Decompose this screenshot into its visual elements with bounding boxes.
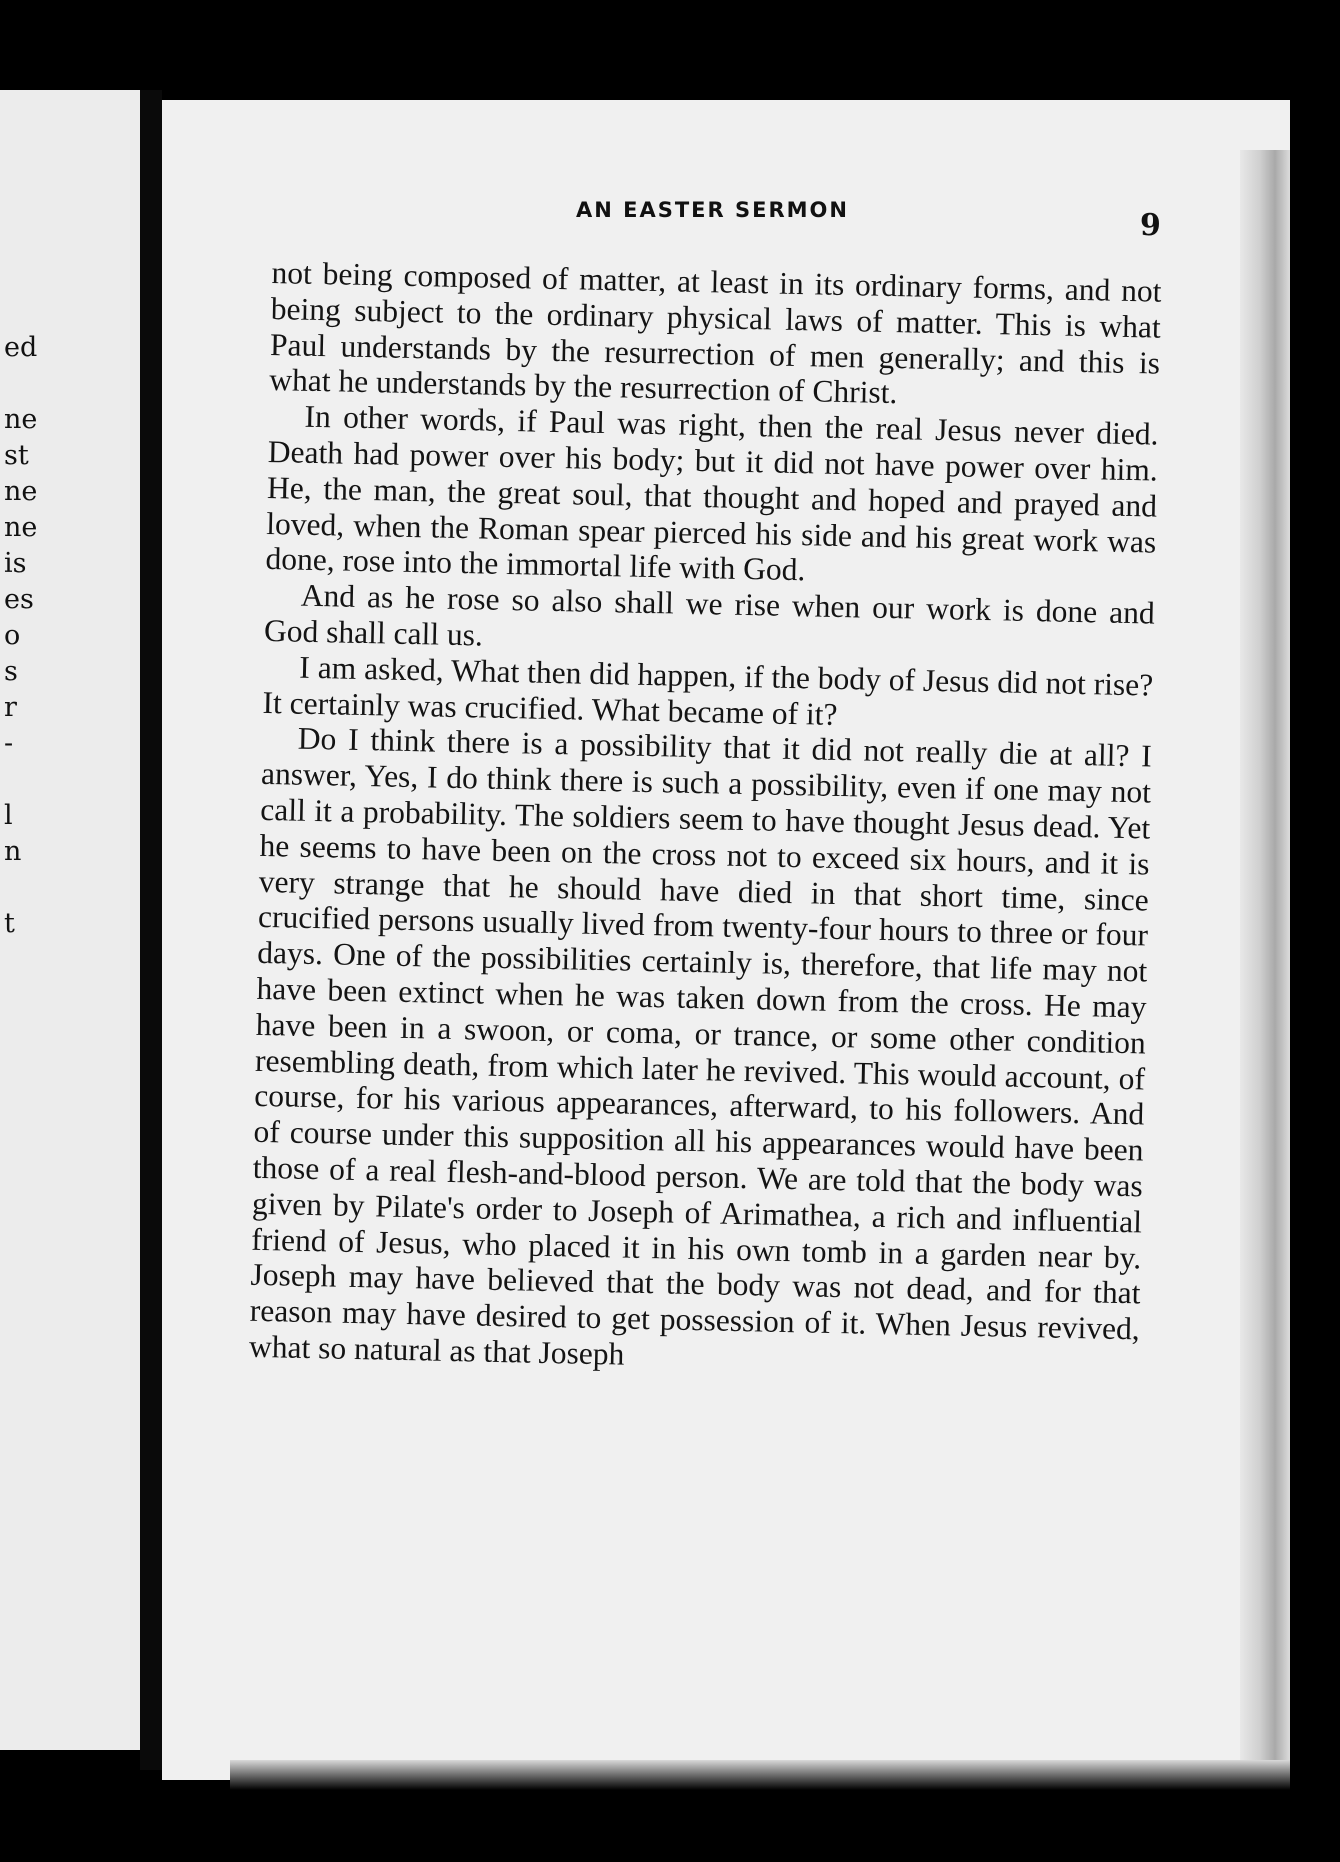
- fragment: -: [4, 728, 14, 759]
- book-spine: [140, 90, 162, 1770]
- body-text: [249, 255, 1162, 1383]
- fragment: ne: [4, 476, 38, 507]
- fragment: [4, 870, 44, 906]
- fragment: is: [4, 548, 27, 579]
- paragraph: Do I think there is a possibility that it did not really die at all? I answer, Yes, I do think there is such a possibility, even if one may not call it a probability. The soldiers seem to have thought Jesus dead. Yet he seems to have been on the cross not to exceed six hours, and it is very strange that he should have died in that short time, since crucified persons usually lived from twenty-four hours to three or four days. One of the possibilities certainly is, therefore, that life may not have been extinct when he was taken down from the cross. He may have been in a swoon, or coma, or trance, or some other condition resembling death, from which later he revived. This would account, of course, for his various appearances, afterward, to his followers. And of course under this supposition all his appearances would have been those of a real flesh-and-blood person. We are told that the body was given by Pilate's order to Joseph of Arimathea, a rich and influential friend of Jesus, who placed it in his own tomb in a garden near by. Joseph may have believed that the body was not dead, and for that reason may have desired to get possession of it. When Jesus revived, what so natural as that Joseph: [248, 721, 1153, 1372]
- running-title: AN EASTER SERMON: [576, 198, 849, 222]
- fragment: [4, 762, 44, 798]
- fragment: s: [4, 656, 18, 687]
- previous-page-text-fragments: [4, 330, 44, 942]
- fragment: t: [4, 908, 15, 939]
- fragment: l: [4, 800, 13, 831]
- fragment: es: [4, 584, 34, 615]
- page-number: 9: [1140, 208, 1161, 243]
- fragment: st: [4, 440, 29, 471]
- fragment: ne: [4, 404, 38, 435]
- paragraph: not being composed of matter, at least in its ordinary forms, and not being subject to the ordinary physical laws of matter. This is what Paul understands by the resurrection of men generally; and this is what he understands by the resurrection of Christ.: [269, 255, 1162, 411]
- fragment: ne: [4, 512, 38, 543]
- fragment: r: [4, 692, 17, 723]
- fragment: ed: [4, 332, 38, 363]
- page-bottom-shadow: [230, 1760, 1290, 1790]
- fragment: [4, 366, 44, 402]
- previous-page-edge: [0, 90, 140, 1750]
- paragraph: In other words, if Paul was right, then the real Jesus never died. Death had power over his body; but it did not have power over him. He, the man, the great soul, that thought and hoped and prayed and loved, when the Roman spear pierced his side and his great work was done, rose into the immortal life with God.: [265, 398, 1159, 588]
- fragment: o: [4, 620, 21, 651]
- page-edge-shading: [1240, 150, 1290, 1770]
- paragraph: And as he rose so also shall we rise when our work is done and God shall call us.: [263, 577, 1156, 653]
- paragraph: I am asked, What then did happen, if the body of Jesus did not rise? It certainly was crucified. What became of it?: [262, 649, 1154, 732]
- fragment: n: [4, 836, 22, 867]
